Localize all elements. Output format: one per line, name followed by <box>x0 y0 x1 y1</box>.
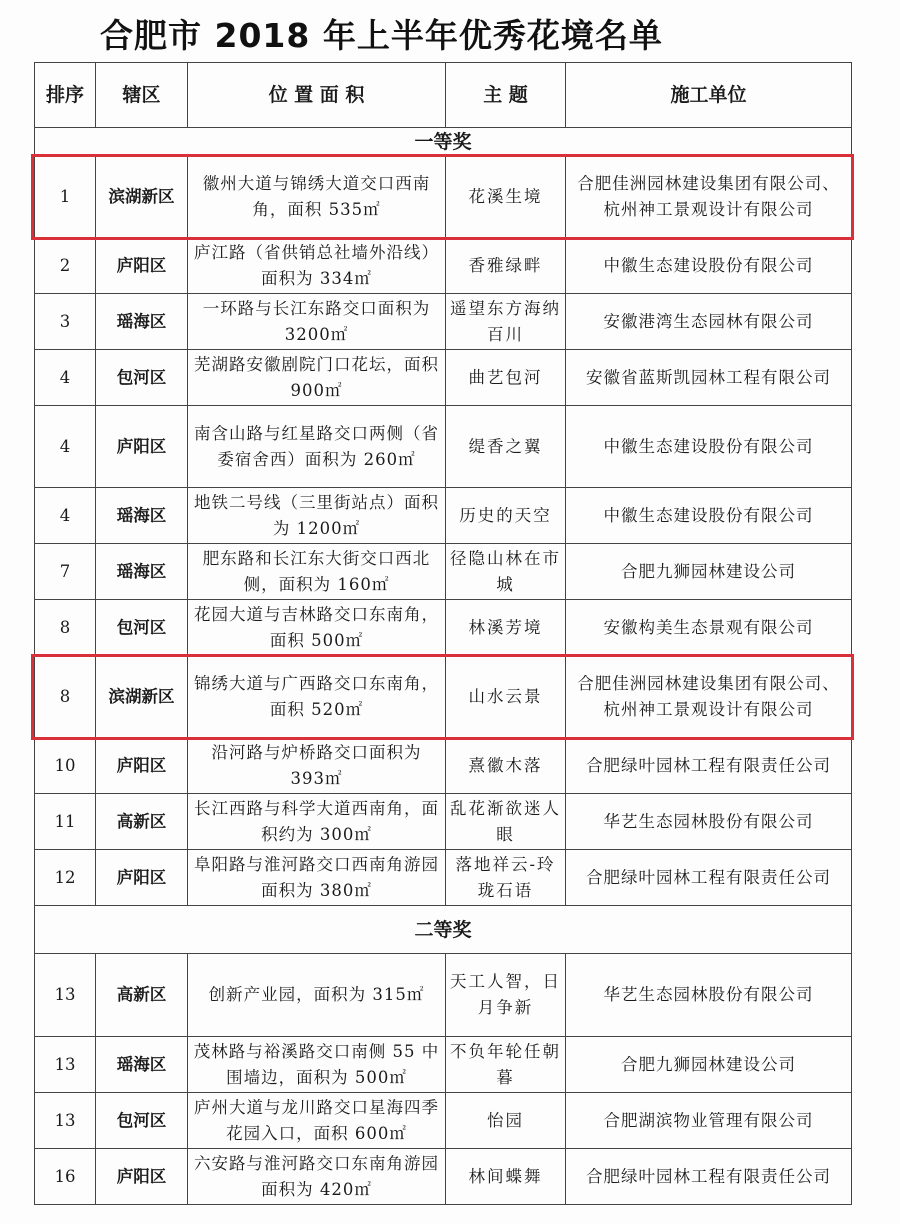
theme-cell: 曲艺包河 <box>446 350 566 406</box>
builder-cell: 合肥绿叶园林工程有限责任公司 <box>566 1149 852 1205</box>
theme-cell: 落地祥云-玲珑石语 <box>446 850 566 906</box>
theme-cell: 怡园 <box>446 1093 566 1149</box>
rank-cell: 13 <box>35 954 96 1037</box>
header-row <box>35 63 852 128</box>
district-cell: 高新区 <box>96 954 188 1037</box>
builder-cell: 中徽生态建设股份有限公司 <box>566 406 852 488</box>
builder-cell: 合肥绿叶园林工程有限责任公司 <box>566 738 852 794</box>
district-cell: 包河区 <box>96 1093 188 1149</box>
theme-cell: 花溪生境 <box>446 156 566 238</box>
builder-cell: 合肥绿叶园林工程有限责任公司 <box>566 850 852 906</box>
table-row <box>35 350 852 406</box>
rank-cell: 3 <box>35 294 96 350</box>
table-row <box>35 850 852 906</box>
builder-cell: 合肥九狮园林建设公司 <box>566 544 852 600</box>
rank-cell: 13 <box>35 1093 96 1149</box>
builder-cell: 合肥湖滨物业管理有限公司 <box>566 1093 852 1149</box>
district-cell: 庐阳区 <box>96 406 188 488</box>
theme-cell: 乱花渐欲迷人眼 <box>446 794 566 850</box>
garden-list-table <box>34 62 852 1205</box>
district-cell: 庐阳区 <box>96 1149 188 1205</box>
builder-cell: 中徽生态建设股份有限公司 <box>566 488 852 544</box>
builder-cell: 华艺生态园林股份有限公司 <box>566 794 852 850</box>
location-cell: 地铁二号线（三里街站点）面积为 1200㎡ <box>188 488 446 544</box>
location-cell: 肥东路和长江东大街交口西北侧，面积为 160㎡ <box>188 544 446 600</box>
district-cell: 庐阳区 <box>96 850 188 906</box>
district-cell: 包河区 <box>96 350 188 406</box>
theme-cell: 天工人智，日月争新 <box>446 954 566 1037</box>
location-cell: 庐州大道与龙川路交口星海四季花园入口，面积 600㎡ <box>188 1093 446 1149</box>
location-cell: 庐江路（省供销总社墙外沿线）面积为 334㎡ <box>188 238 446 294</box>
section-row <box>35 128 852 156</box>
location-cell: 六安路与淮河路交口东南角游园面积为 420㎡ <box>188 1149 446 1205</box>
rank-cell: 7 <box>35 544 96 600</box>
rank-cell: 16 <box>35 1149 96 1205</box>
district-cell: 滨湖新区 <box>96 156 188 238</box>
section-label: 一等奖 <box>35 128 852 156</box>
theme-cell: 历史的天空 <box>446 488 566 544</box>
table-row <box>35 1037 852 1093</box>
rank-cell: 8 <box>35 600 96 656</box>
rank-cell: 4 <box>35 350 96 406</box>
table-row <box>35 544 852 600</box>
section-row <box>35 906 852 954</box>
location-cell: 创新产业园，面积为 315㎡ <box>188 954 446 1037</box>
location-cell: 茂林路与裕溪路交口南侧 55 中围墙边，面积为 500㎡ <box>188 1037 446 1093</box>
district-cell: 瑶海区 <box>96 488 188 544</box>
table-row <box>35 738 852 794</box>
document-title: 合肥市 2018 年上半年优秀花境名单 <box>100 16 663 55</box>
location-cell: 花园大道与吉林路交口东南角，面积 500㎡ <box>188 600 446 656</box>
table-row <box>35 1149 852 1205</box>
district-cell: 庐阳区 <box>96 238 188 294</box>
location-cell: 沿河路与炉桥路交口面积为 393㎡ <box>188 738 446 794</box>
rank-cell: 4 <box>35 406 96 488</box>
builder-cell: 中徽生态建设股份有限公司 <box>566 238 852 294</box>
theme-cell: 山水云景 <box>446 656 566 738</box>
theme-cell: 熹徽木落 <box>446 738 566 794</box>
rank-cell: 4 <box>35 488 96 544</box>
table-row <box>35 954 852 1037</box>
table-row <box>35 600 852 656</box>
table-row <box>35 656 852 738</box>
rank-cell: 1 <box>35 156 96 238</box>
theme-cell: 缇香之翼 <box>446 406 566 488</box>
table-row <box>35 794 852 850</box>
location-cell: 一环路与长江东路交口面积为 3200㎡ <box>188 294 446 350</box>
location-cell: 南含山路与红星路交口两侧（省委宿舍西）面积为 260㎡ <box>188 406 446 488</box>
header-district: 辖区 <box>96 63 188 128</box>
district-cell: 滨湖新区 <box>96 656 188 738</box>
rank-cell: 13 <box>35 1037 96 1093</box>
table-row <box>35 1093 852 1149</box>
district-cell: 庐阳区 <box>96 738 188 794</box>
district-cell: 高新区 <box>96 794 188 850</box>
table-row <box>35 238 852 294</box>
header-rank: 排序 <box>35 63 96 128</box>
district-cell: 瑶海区 <box>96 294 188 350</box>
builder-cell: 安徽港湾生态园林有限公司 <box>566 294 852 350</box>
header-builder: 施工单位 <box>566 63 852 128</box>
location-cell: 芜湖路安徽剧院门口花坛，面积 900㎡ <box>188 350 446 406</box>
table-row <box>35 156 852 238</box>
rank-cell: 8 <box>35 656 96 738</box>
location-cell: 锦绣大道与广西路交口东南角，面积 520㎡ <box>188 656 446 738</box>
rank-cell: 10 <box>35 738 96 794</box>
theme-cell: 林溪芳境 <box>446 600 566 656</box>
district-cell: 瑶海区 <box>96 544 188 600</box>
builder-cell: 华艺生态园林股份有限公司 <box>566 954 852 1037</box>
location-cell: 长江西路与科学大道西南角，面积约为 300㎡ <box>188 794 446 850</box>
theme-cell: 林间蝶舞 <box>446 1149 566 1205</box>
table-row <box>35 294 852 350</box>
header-theme: 主 题 <box>446 63 566 128</box>
rank-cell: 2 <box>35 238 96 294</box>
rank-cell: 12 <box>35 850 96 906</box>
builder-cell: 合肥佳洲园林建设集团有限公司、 杭州神工景观设计有限公司 <box>566 156 852 238</box>
table-row <box>35 406 852 488</box>
theme-cell: 遥望东方海纳百川 <box>446 294 566 350</box>
builder-cell: 安徽构美生态景观有限公司 <box>566 600 852 656</box>
table-row <box>35 488 852 544</box>
section-label: 二等奖 <box>35 906 852 954</box>
district-cell: 瑶海区 <box>96 1037 188 1093</box>
builder-cell: 合肥九狮园林建设公司 <box>566 1037 852 1093</box>
location-cell: 徽州大道与锦绣大道交口西南角，面积 535㎡ <box>188 156 446 238</box>
location-cell: 阜阳路与淮河路交口西南角游园面积为 380㎡ <box>188 850 446 906</box>
district-cell: 包河区 <box>96 600 188 656</box>
header-location: 位 置 面 积 <box>188 63 446 128</box>
theme-cell: 香雅绿畔 <box>446 238 566 294</box>
theme-cell: 径隐山林在市城 <box>446 544 566 600</box>
builder-cell: 安徽省蓝斯凯园林工程有限公司 <box>566 350 852 406</box>
rank-cell: 11 <box>35 794 96 850</box>
theme-cell: 不负年轮任朝暮 <box>446 1037 566 1093</box>
builder-cell: 合肥佳洲园林建设集团有限公司、 杭州神工景观设计有限公司 <box>566 656 852 738</box>
